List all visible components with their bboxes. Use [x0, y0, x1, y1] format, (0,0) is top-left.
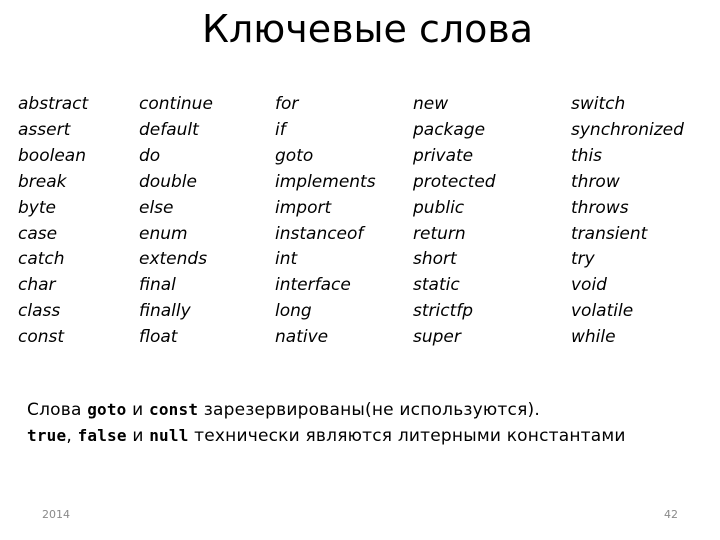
- keyword-item: static: [413, 275, 460, 296]
- keyword-item: native: [275, 327, 329, 348]
- keyword-item: catch: [18, 249, 65, 270]
- note-text: зарезервированы(не используются).: [198, 400, 540, 420]
- keyword-item: volatile: [571, 301, 634, 322]
- keyword-goto: goto: [87, 400, 127, 419]
- keyword-item: short: [413, 249, 457, 270]
- keyword-item: continue: [139, 94, 213, 114]
- note-text: и: [126, 400, 149, 420]
- keyword-item: private: [413, 145, 474, 166]
- keyword-item: extends: [139, 249, 208, 270]
- keyword-null: null: [149, 426, 189, 445]
- keyword-item: boolean: [18, 145, 86, 166]
- keyword-item: return: [413, 223, 466, 244]
- note-text: и: [126, 426, 150, 446]
- keyword-item: try: [571, 249, 595, 270]
- keyword-item: goto: [275, 145, 314, 166]
- keyword-column-5: [571, 92, 684, 351]
- footer-year: 2014: [42, 508, 70, 521]
- keyword-item: void: [571, 275, 607, 296]
- keyword-item: new: [413, 94, 449, 114]
- keyword-item: this: [571, 145, 603, 166]
- keyword-item: strictfp: [413, 301, 474, 322]
- keyword-item: while: [571, 327, 616, 348]
- note-text: Слова: [27, 400, 88, 420]
- keyword-item: int: [275, 249, 298, 270]
- keyword-item: throws: [571, 197, 629, 218]
- keyword-item: super: [413, 327, 461, 348]
- keyword-column-2: [139, 92, 213, 351]
- keyword-item: long: [275, 301, 312, 322]
- slide-title: Ключевые слова: [202, 7, 534, 51]
- keyword-true: true: [27, 426, 67, 445]
- note-text: технически являются литерными константами: [188, 426, 626, 446]
- keyword-item: if: [275, 119, 286, 140]
- note-text: ,: [66, 426, 78, 446]
- keyword-item: case: [18, 223, 58, 244]
- keyword-column-3: [275, 92, 376, 351]
- keyword-item: finally: [139, 301, 191, 322]
- reserved-words-note: [27, 397, 687, 449]
- keyword-item: final: [139, 275, 176, 296]
- keyword-item: interface: [275, 275, 351, 296]
- keyword-item: class: [18, 301, 61, 322]
- keyword-item: synchronized: [571, 119, 684, 140]
- keyword-item: byte: [18, 197, 56, 218]
- keyword-item: public: [413, 197, 465, 218]
- keyword-item: package: [413, 119, 486, 140]
- keyword-column-1: [18, 92, 88, 351]
- keyword-item: break: [18, 171, 67, 192]
- keyword-item: implements: [275, 171, 376, 192]
- keyword-column-4: [413, 92, 496, 351]
- keyword-item: for: [275, 94, 299, 114]
- keyword-false: false: [77, 426, 127, 445]
- keyword-item: abstract: [18, 94, 89, 114]
- keyword-item: double: [139, 171, 197, 192]
- keyword-item: enum: [139, 223, 188, 244]
- keyword-item: do: [139, 145, 161, 166]
- keyword-item: transient: [571, 223, 648, 244]
- keyword-const: const: [149, 400, 199, 419]
- keyword-item: assert: [18, 119, 71, 140]
- keyword-item: instanceof: [275, 223, 364, 244]
- keyword-item: char: [18, 275, 56, 296]
- keyword-item: switch: [571, 94, 626, 114]
- keyword-item: const: [18, 327, 65, 348]
- keyword-item: else: [139, 197, 174, 218]
- keyword-item: default: [139, 119, 199, 140]
- keyword-item: throw: [571, 171, 620, 192]
- keyword-item: float: [139, 327, 178, 348]
- page-number: 42: [664, 508, 678, 521]
- keyword-item: import: [275, 197, 332, 218]
- keyword-item: protected: [413, 171, 496, 192]
